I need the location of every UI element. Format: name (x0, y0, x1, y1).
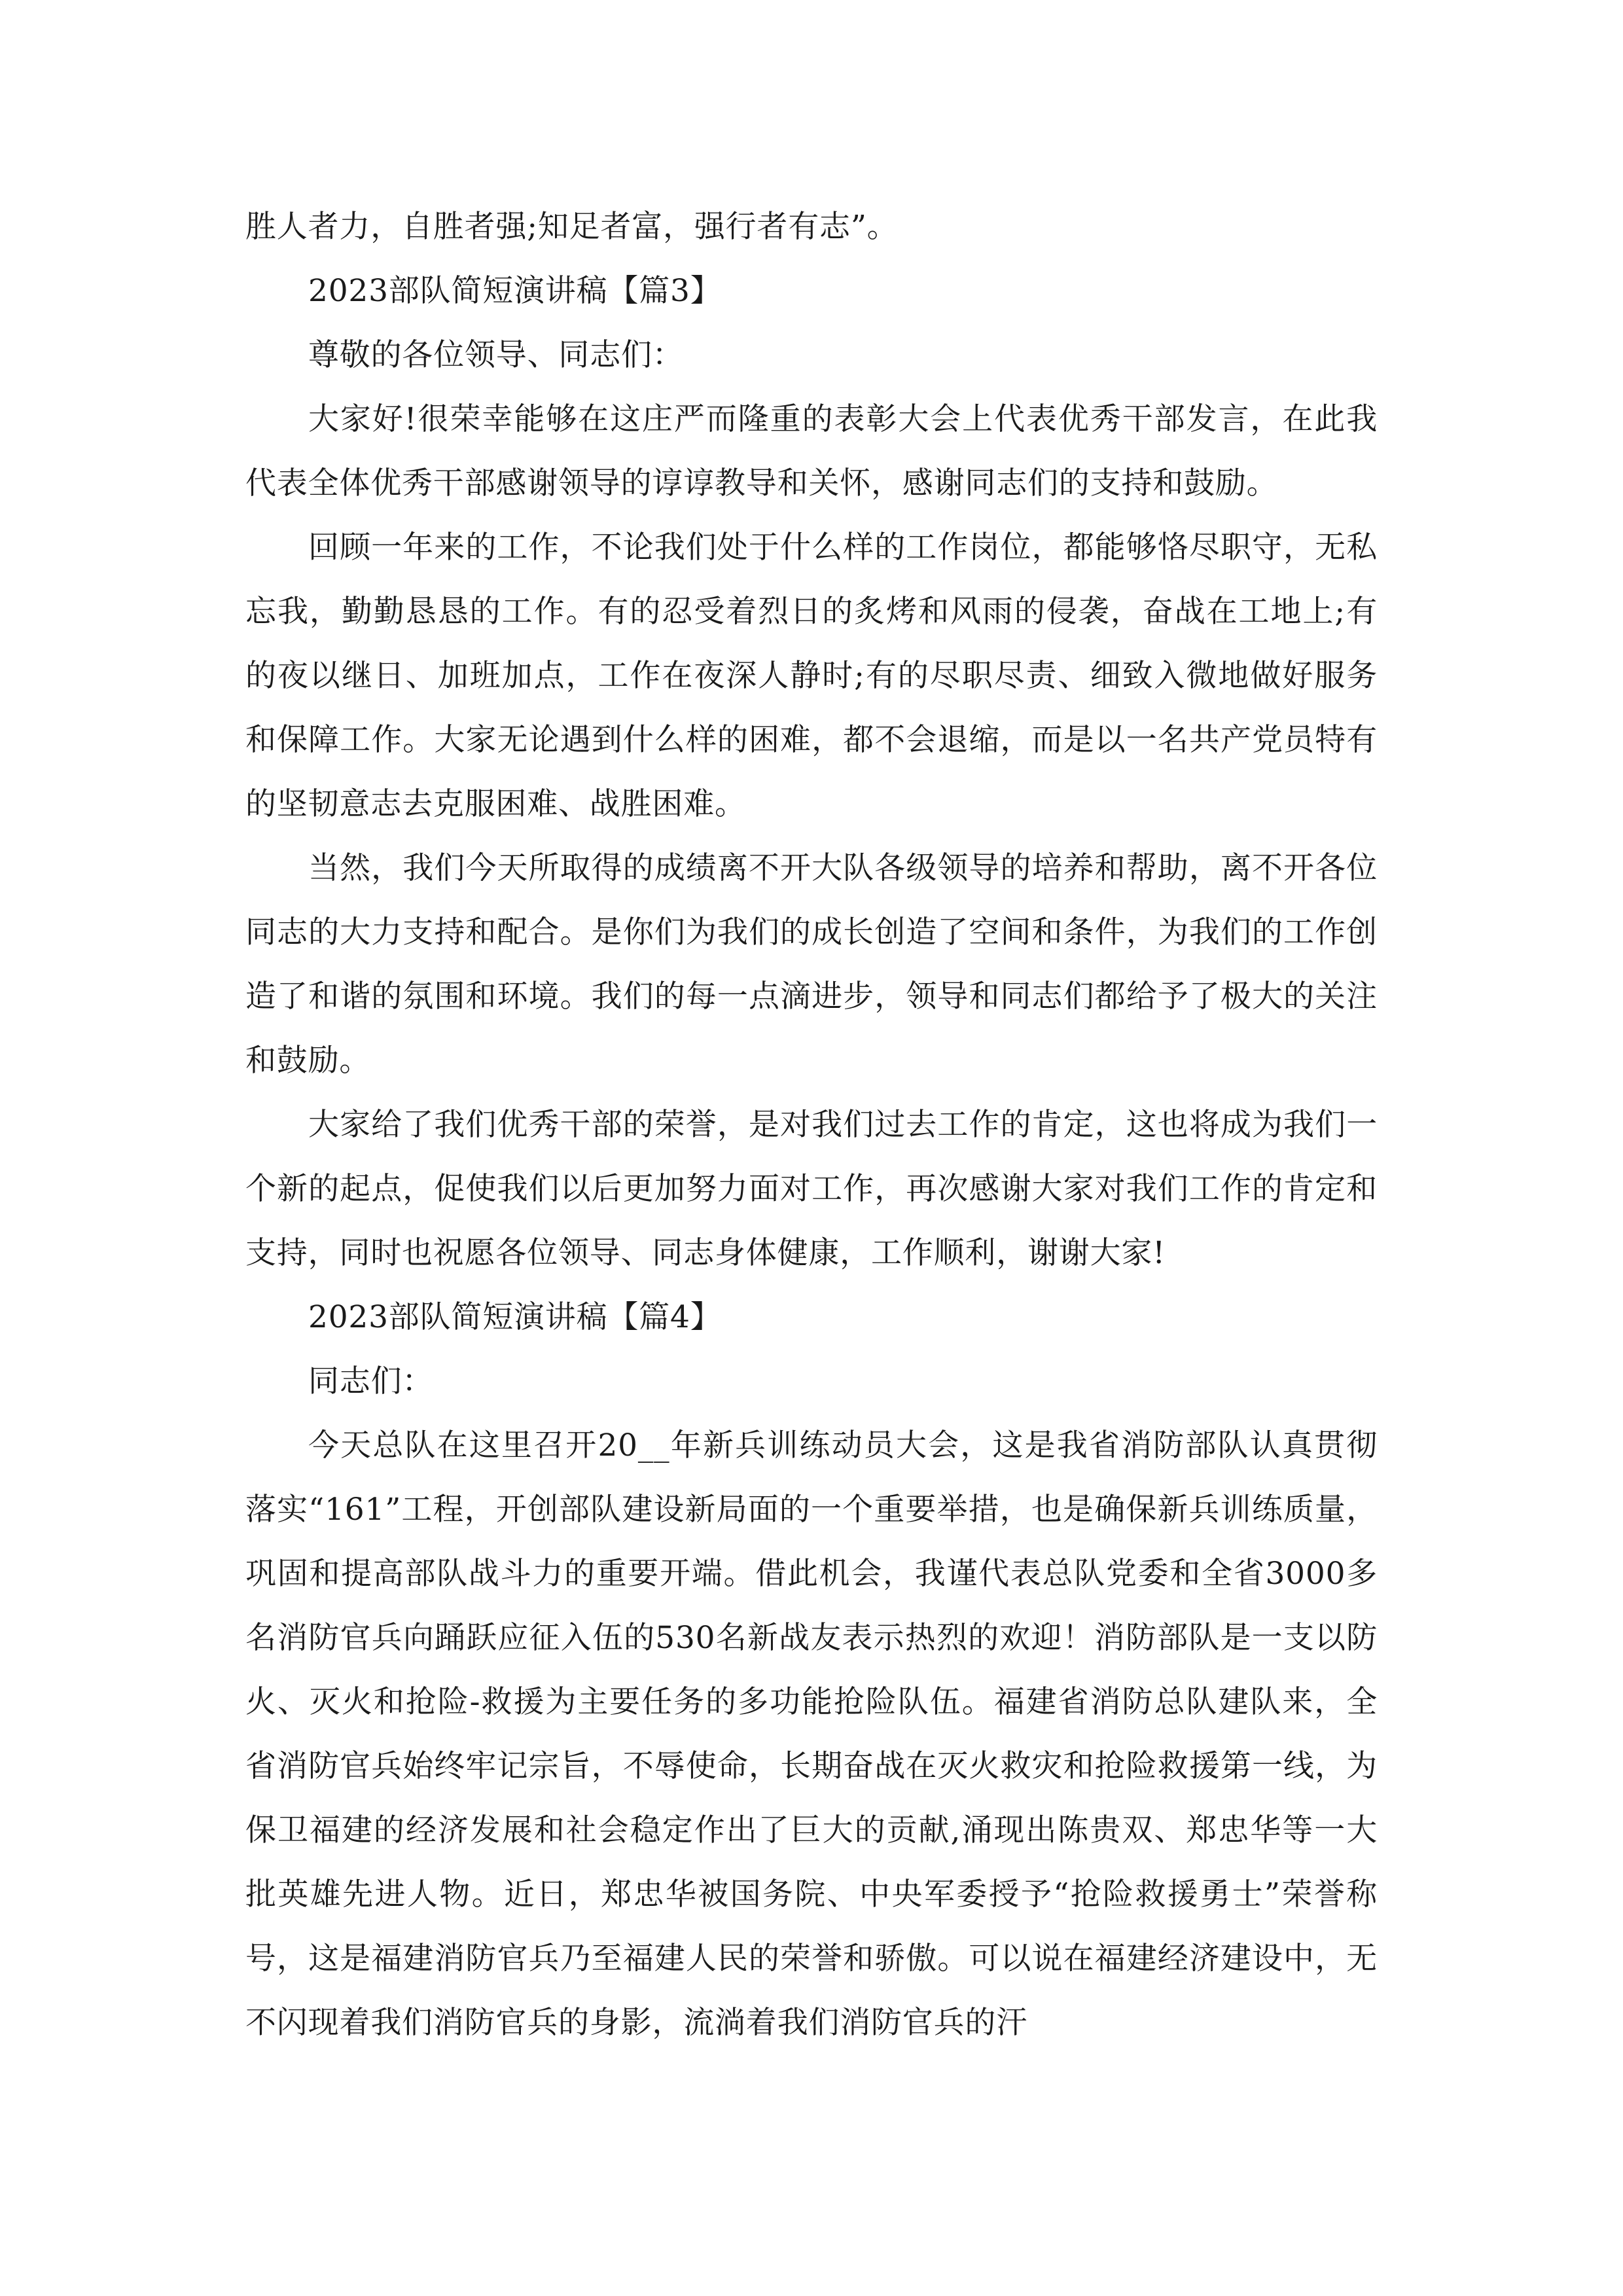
section-heading-part-4: 2023部队简短演讲稿【篇4】 (308, 1299, 722, 1335)
paragraph-thanks-support: 当然，我们今天所取得的成绩离不开大队各级领导的培养和帮助，离不开各位同志的大力支持和配合。是你们为我们的成长创造了空间和条件，为我们的工作创造了和谐的氛围和环境。我们的每一点滴进步，领导和同志们都给予了极大的关注和鼓励。 (245, 850, 1378, 1079)
paragraph-review: 回顾一年来的工作，不论我们处于什么样的工作岗位，都能够恪尽职守，无私忘我，勤勤恳恳的工作。有的忍受着烈日的炙烤和风雨的侵袭，奋战在工地上;有的夜以继日、加班加点，工作在夜深人静时;有的尽职尽责、细致入微地做好服务和保障工作。大家无论遇到什么样的困难，都不会退缩，而是以一名共产党员特有的坚韧意志去克服困难、战胜困难。 (245, 529, 1378, 822)
paragraph-honor: 大家给了我们优秀干部的荣誉，是对我们过去工作的肯定，这也将成为我们一个新的起点，促使我们以后更加努力面对工作，再次感谢大家对我们工作的肯定和支持，同时也祝愿各位领导、同志身体健康，工作顺利，谢谢大家! (245, 1107, 1378, 1271)
document-body (245, 195, 1378, 2055)
paragraph-mobilization: 今天总队在这里召开20__年新兵训练动员大会，这是我省消防部队认真贯彻落实“161”工程，开创部队建设新局面的一个重要举措，也是确保新兵训练质量，巩固和提高部队战斗力的重要开端。借此机会，我谨代表总队党委和全省3000多名消防官兵向踊跃应征入伍的530名新战友表示热烈的欢迎！消防部队是一支以防火、灭火和抢险-救援为主要任务的多功能抢险队伍。福建省消防总队建队来，全省消防官兵始终牢记宗旨，不辱使命，长期奋战在灭火救灾和抢险救援第一线，为保卫福建的经济发展和社会稳定作出了巨大的贡献,涌现出陈贵双、郑忠华等一大批英雄先进人物。近日，郑忠华被国务院、中央军委授予“抢险救援勇士”荣誉称号，这是福建消防官兵乃至福建人民的荣誉和骄傲。可以说在福建经济建设中，无不闪现着我们消防官兵的身影，流淌着我们消防官兵的汗 (245, 1427, 1378, 2041)
paragraph-greeting: 大家好!很荣幸能够在这庄严而隆重的表彰大会上代表优秀干部发言，在此我代表全体优秀干部感谢领导的谆谆教导和关怀，感谢同志们的支持和鼓励。 (245, 401, 1378, 501)
salutation-comrades: 同志们： (308, 1363, 434, 1399)
paragraph-continuation: 胜人者力，自胜者强;知足者富，强行者有志”。 (245, 209, 899, 245)
salutation-leaders-comrades: 尊敬的各位领导、同志们： (308, 337, 684, 373)
section-heading-part-3: 2023部队简短演讲稿【篇3】 (308, 273, 722, 309)
